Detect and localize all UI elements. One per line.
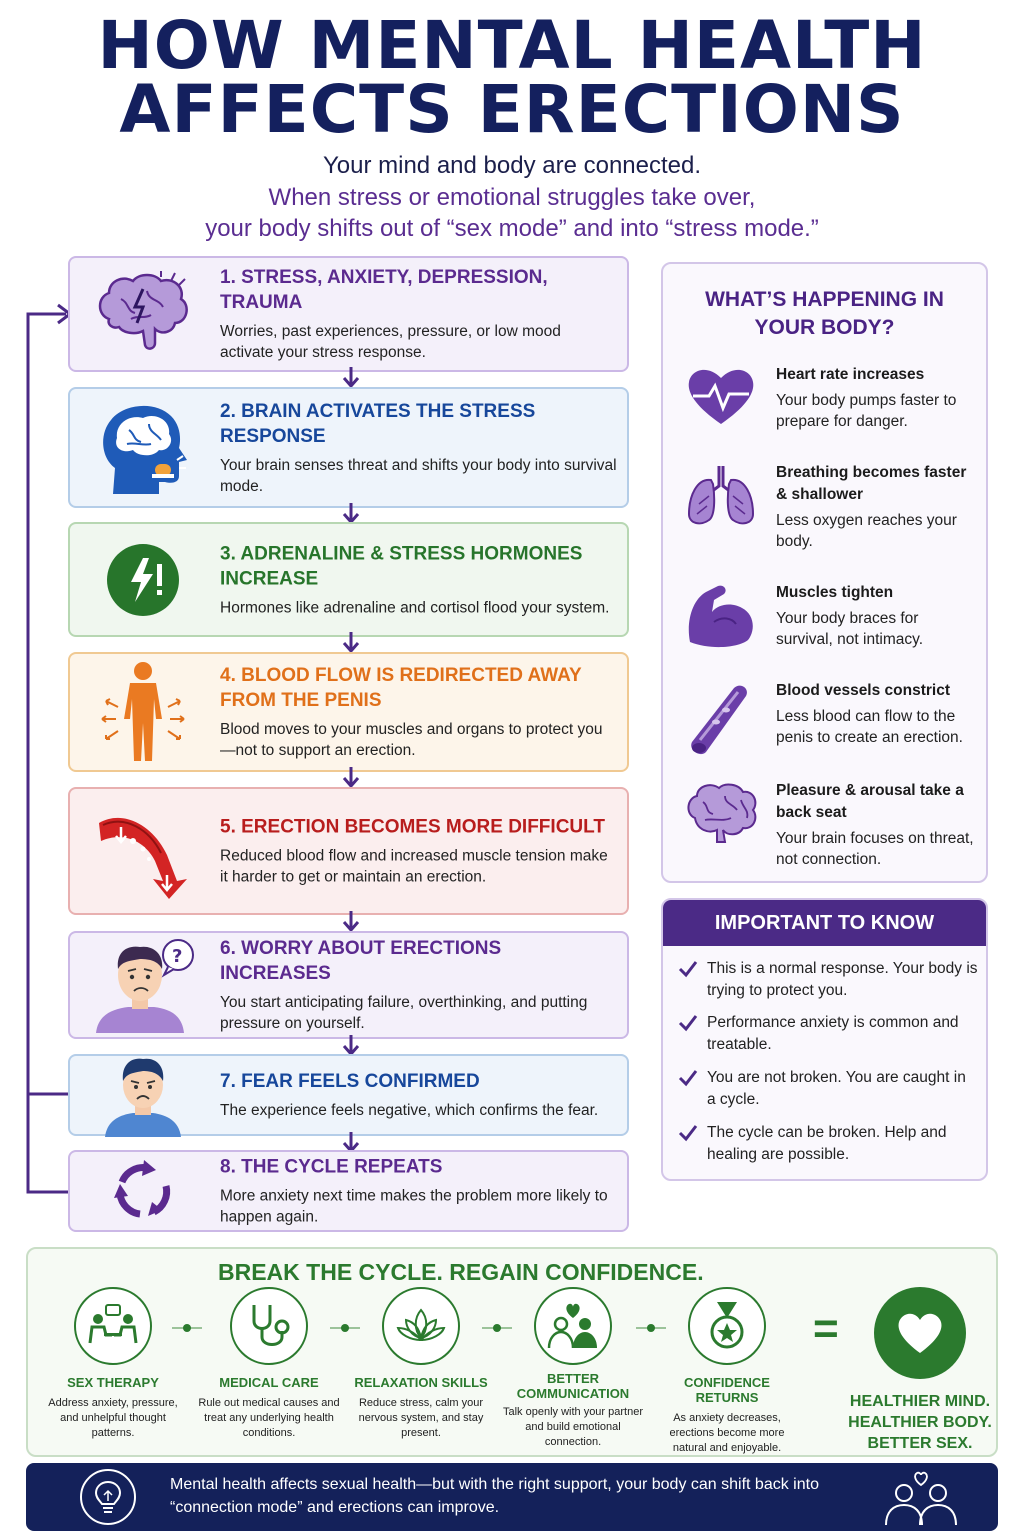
tool-sex-therapy: [38, 1287, 188, 1441]
step-5-text: Reduced blood flow and increased muscle tension make it harder to get or maintain an erection.: [220, 847, 608, 886]
step-7-text: The experience feels negative, which confirms the fear.: [220, 1102, 599, 1119]
step-1: [68, 256, 629, 372]
body-effects-panel: [661, 262, 988, 883]
page-title: [0, 7, 1024, 148]
title-line-1: HOW MENTAL HEALTH: [97, 7, 927, 84]
cycle-arrows-icon: [88, 1156, 198, 1226]
step-8-text: More anxiety next time makes the problem more likely to happen again.: [220, 1187, 608, 1226]
step-5-title: 5. ERECTION BECOMES MORE DIFFICULT: [220, 816, 605, 838]
tool-title: BETTER COMMUNICATION: [516, 1371, 630, 1401]
tool-text: Talk openly with your partner and build emotional connection.: [502, 1406, 643, 1448]
subtitle-secondary: [0, 182, 1024, 244]
tool-text: Address anxiety, pressure, and unhelpful thought patterns.: [48, 1397, 178, 1439]
step-6: [68, 931, 629, 1039]
lightning-icon: [88, 540, 198, 620]
step-3-title: 3. ADRENALINE & STRESS HORMONES INCREASE: [220, 543, 583, 589]
arrow-down-icon: [341, 767, 361, 789]
brain-icon: [681, 780, 761, 846]
important-item: [677, 1012, 978, 1056]
body-item-heading: Heart rate increases: [776, 366, 925, 383]
tool-communication: [498, 1287, 648, 1450]
therapy-icon: [74, 1287, 152, 1365]
subtitle-secondary-line-1: When stress or emotional struggles take over,: [268, 184, 756, 211]
step-1-title: 1. STRESS, ANXIETY, DEPRESSION, TRAUMA: [220, 267, 548, 313]
body-item-text: Less blood can flow to the penis to create an erection.: [776, 708, 963, 746]
outcome-line-1: HEALTHIER MIND.: [849, 1393, 991, 1410]
important-item: [677, 1067, 978, 1111]
sad-man-icon: [88, 1053, 198, 1137]
important-title: IMPORTANT TO KNOW: [663, 900, 986, 946]
couple-icon: [876, 1471, 966, 1525]
lotus-icon: [382, 1287, 460, 1365]
tool-relaxation: [346, 1287, 496, 1441]
step-8: [68, 1150, 629, 1232]
tool-text: Rule out medical causes and treat any underlying health conditions.: [198, 1397, 340, 1439]
step-2-title: 2. BRAIN ACTIVATES THE STRESS RESPONSE: [220, 400, 536, 447]
brain-stress-icon: [88, 269, 198, 359]
tool-text: Reduce stress, calm your nervous system, and stay present.: [358, 1397, 484, 1439]
body-item-text: Less oxygen reaches your body.: [776, 512, 957, 550]
subtitle: Your mind and body are connected.: [322, 152, 702, 179]
check-icon: [677, 958, 699, 980]
step-3: [68, 522, 629, 637]
arrow-down-icon: [341, 632, 361, 654]
stethoscope-icon: [230, 1287, 308, 1365]
step-2: [68, 387, 629, 508]
body-item-heading: Breathing becomes faster & shallower: [776, 464, 967, 503]
title-line-2: AFFECTS ERECTIONS: [119, 71, 905, 148]
tool-title: SEX THERAPY: [67, 1375, 159, 1390]
step-4-title: 4. BLOOD FLOW IS REDIRECTED AWAY FROM THE PENIS: [220, 665, 582, 711]
check-icon: [677, 1122, 699, 1144]
important-item: [677, 1122, 978, 1166]
step-3-text: Hormones like adrenaline and cortisol flood your system.: [220, 599, 610, 616]
body-item-text: Your body braces for survival, not intimacy.: [776, 610, 924, 648]
tool-confidence: [652, 1287, 802, 1456]
step-7: [68, 1054, 629, 1136]
tool-title: CONFIDENCE RETURNS: [684, 1375, 770, 1405]
break-cycle-section: [26, 1247, 998, 1457]
svg-text:?: ?: [172, 946, 183, 967]
step-1-text: Worries, past experiences, pressure, or low mood activate your stress response.: [220, 323, 561, 361]
check-icon: [677, 1067, 699, 1089]
heart-rate-icon: [681, 364, 761, 428]
step-4-text: Blood moves to your muscles and organs to protect you—not to support an erection.: [220, 721, 603, 759]
couple-heart-icon: [534, 1287, 612, 1365]
tool-title: RELAXATION SKILLS: [354, 1375, 488, 1390]
subtitle-secondary-line-2: your body shifts out of “sex mode” and into “stress mode.”: [205, 215, 819, 242]
tool-text: As anxiety decreases, erections become more natural and enjoyable.: [669, 1412, 785, 1454]
blood-vessel-icon: [88, 801, 198, 901]
step-8-title: 8. THE CYCLE REPEATS: [220, 1156, 443, 1178]
step-7-title: 7. FEAR FEELS CONFIRMED: [220, 1071, 480, 1092]
tool-title: MEDICAL CARE: [219, 1375, 319, 1390]
lungs-icon: [681, 462, 761, 528]
outcome-line-3: BETTER SEX.: [867, 1435, 973, 1452]
important-panel: [661, 898, 988, 1181]
body-item-text: Your brain focuses on threat, not connection.: [776, 830, 974, 868]
body-item-heading: Muscles tighten: [776, 584, 894, 601]
break-cycle-title: BREAK THE CYCLE. REGAIN CONFIDENCE.: [218, 1259, 704, 1285]
worried-man-icon: [88, 935, 198, 1035]
check-icon: [677, 1012, 699, 1034]
body-item-text: Your body pumps faster to prepare for danger.: [776, 392, 957, 430]
arrow-down-icon: [341, 367, 361, 389]
muscle-icon: [681, 582, 761, 650]
important-item-text: The cycle can be broken. Help and healing are possible.: [707, 1124, 947, 1163]
body-panel-title: WHAT’S HAPPENING IN YOUR BODY?: [705, 288, 944, 339]
equals-sign: =: [813, 1304, 839, 1353]
body-item-heading: Pleasure & arousal take a back seat: [776, 782, 964, 821]
important-item: [677, 958, 978, 1002]
outcome-text: [840, 1391, 1000, 1454]
head-alarm-icon: [88, 398, 198, 498]
important-item-text: You are not broken. You are caught in a cycle.: [707, 1069, 966, 1108]
step-2-text: Your brain senses threat and shifts your body into survival mode.: [220, 456, 617, 495]
footer-text: Mental health affects sexual health—but with the right support, your body can shift back into “connection mode” and erections can improve.: [170, 1476, 819, 1516]
heart-icon: [874, 1287, 966, 1379]
step-6-text: You start anticipating failure, overthinking, and putting pressure on yourself.: [220, 994, 588, 1032]
arrow-down-icon: [341, 911, 361, 933]
footer-banner: [26, 1463, 998, 1531]
step-4: [68, 652, 629, 772]
step-5: [68, 787, 629, 915]
vessel-icon: [681, 680, 761, 756]
body-item-heading: Blood vessels constrict: [776, 682, 951, 699]
tool-medical-care: [194, 1287, 344, 1441]
lightbulb-icon: [80, 1469, 136, 1525]
outcome-line-2: HEALTHIER BODY.: [848, 1414, 992, 1431]
medal-icon: [688, 1287, 766, 1365]
step-6-title: 6. WORRY ABOUT ERECTIONS INCREASES: [220, 938, 502, 984]
body-arrows-icon: [88, 657, 198, 767]
important-item-text: This is a normal response. Your body is trying to protect you.: [707, 960, 978, 999]
important-item-text: Performance anxiety is common and treatable.: [707, 1014, 959, 1053]
